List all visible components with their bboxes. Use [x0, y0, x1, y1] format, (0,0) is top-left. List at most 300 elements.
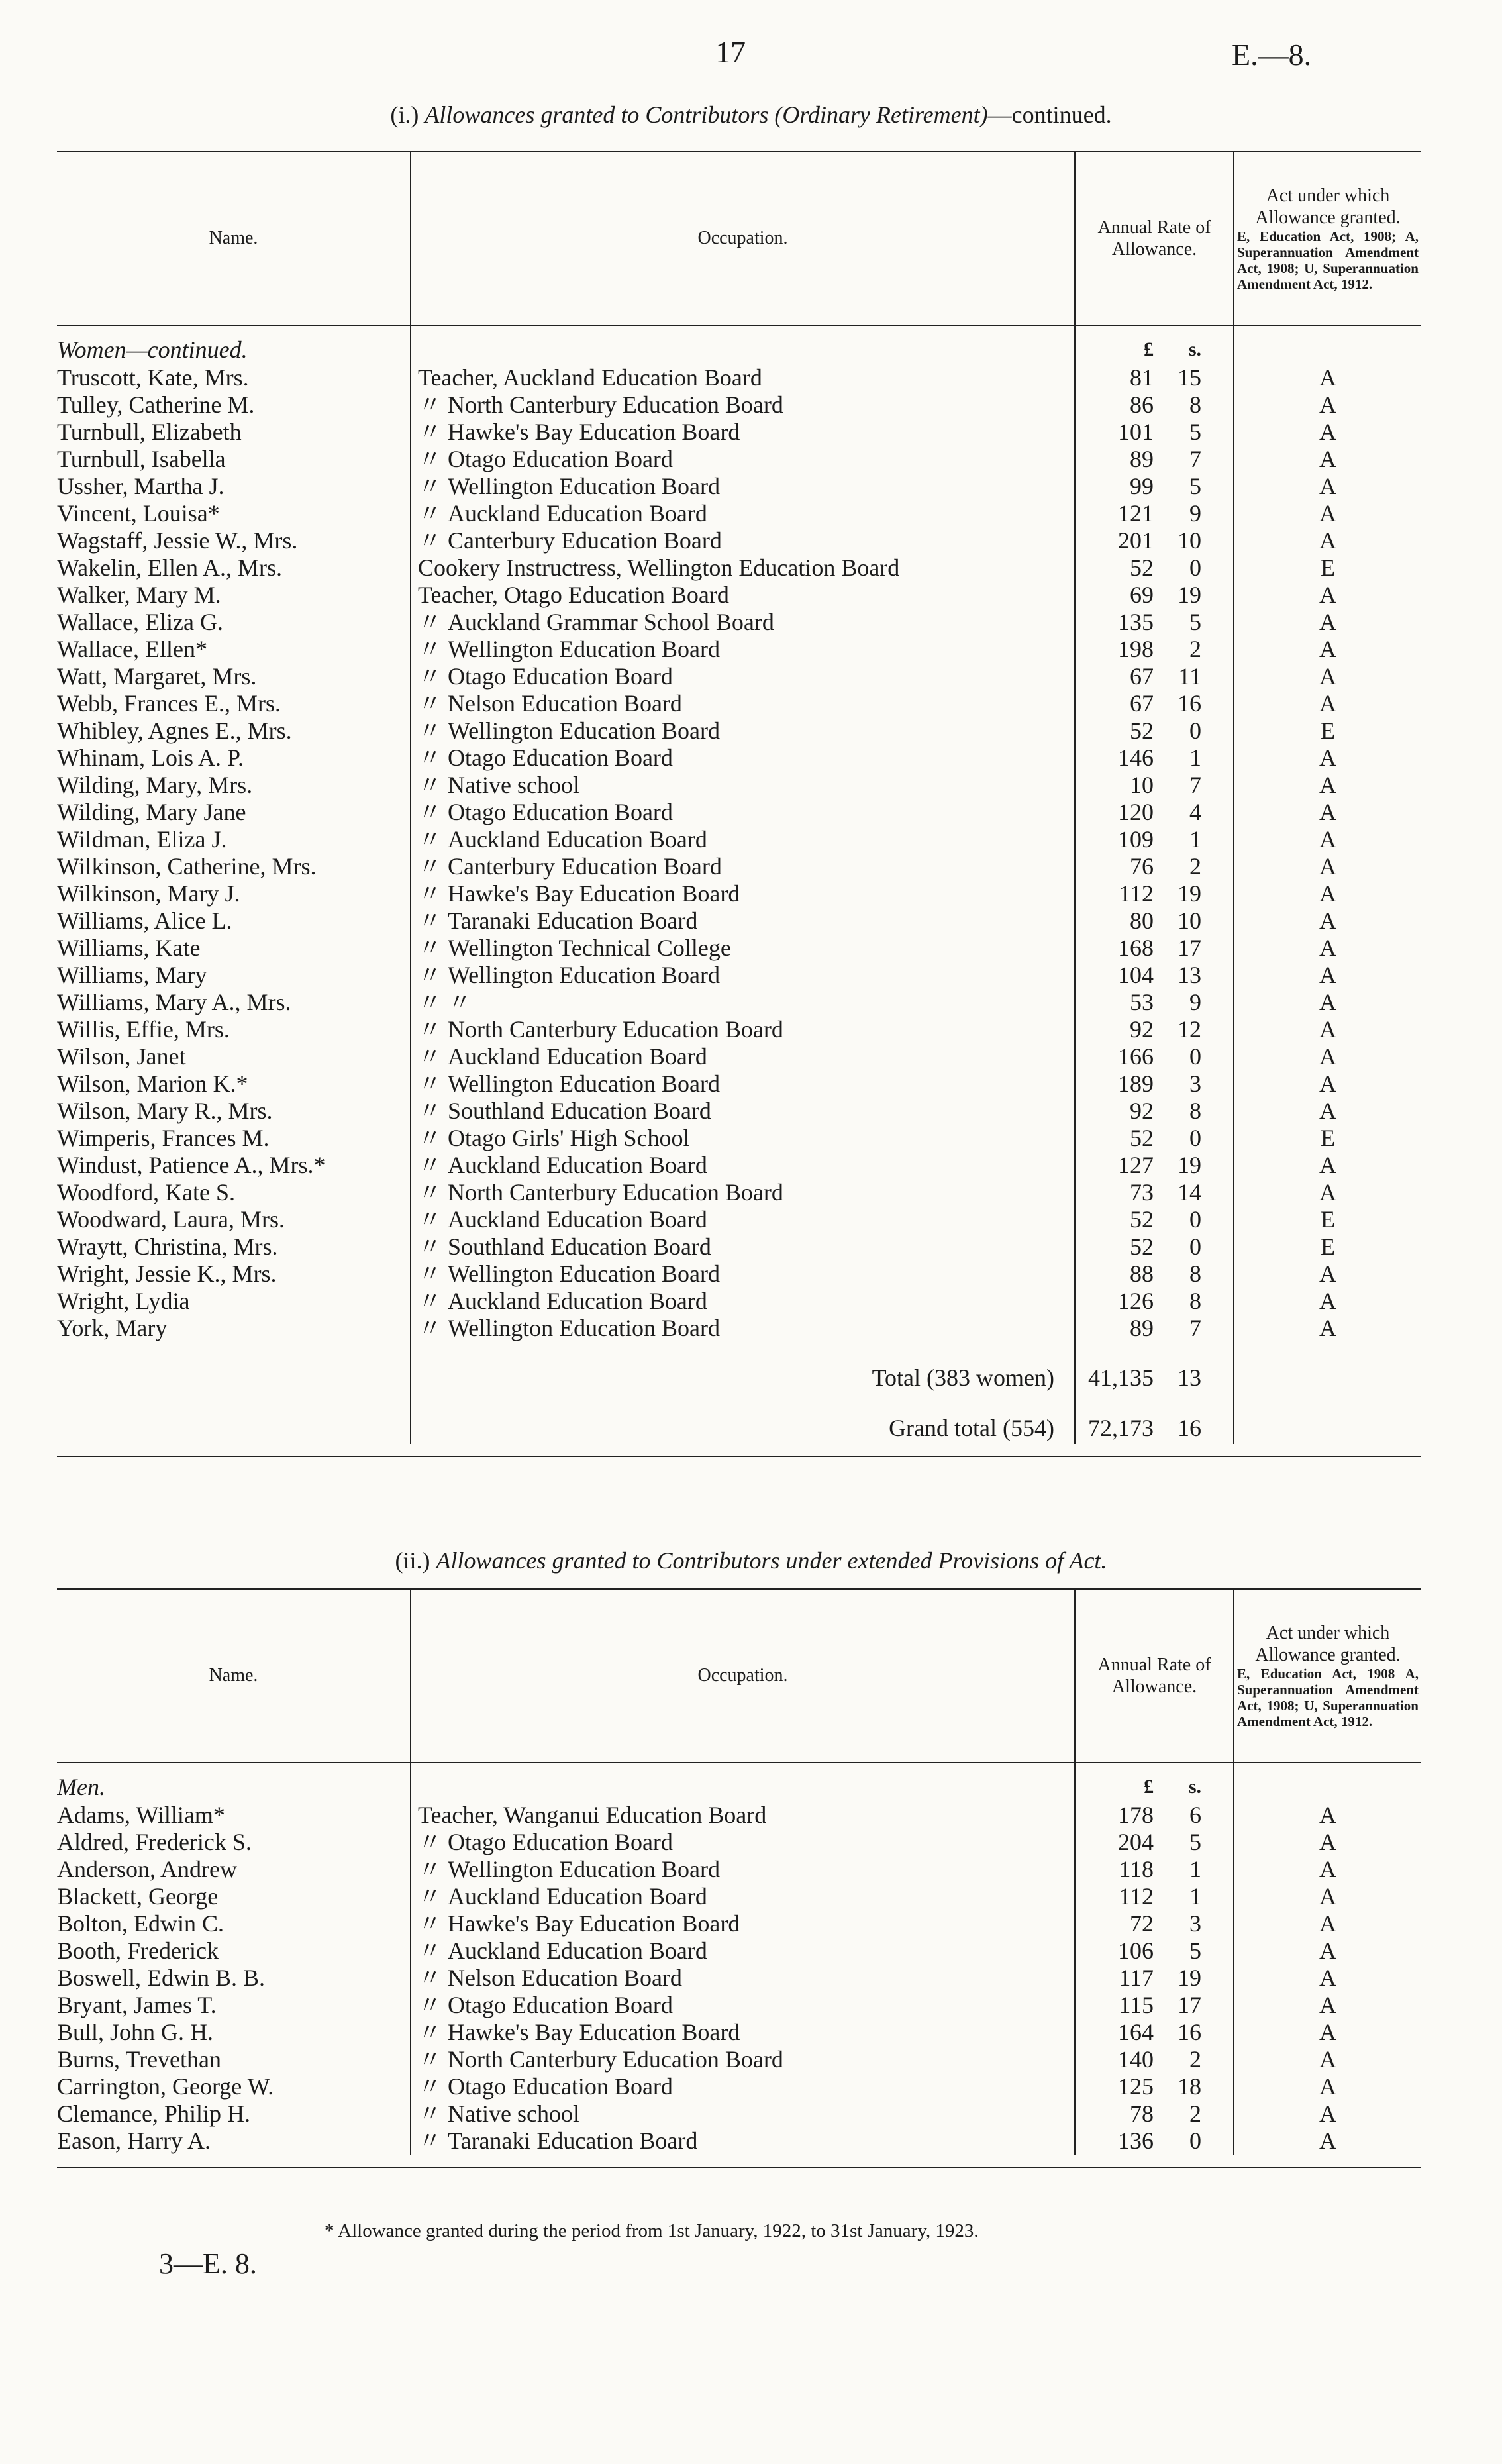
- table-row: [57, 799, 1421, 826]
- rate-cell: [1075, 609, 1234, 636]
- table-row: [57, 1098, 1421, 1125]
- act-code: A: [1319, 1315, 1336, 1341]
- shillings-value: 5: [1189, 473, 1201, 499]
- shillings-value: 0: [1189, 717, 1201, 744]
- pounds-value: 135: [1118, 609, 1154, 635]
- shillings-value: 14: [1177, 1179, 1201, 1206]
- table-row: [57, 663, 1421, 690]
- table-row: [57, 1315, 1421, 1342]
- contributor-name: Adams, William*: [57, 1802, 225, 1828]
- rate-value: [1076, 1125, 1233, 1152]
- shillings-value: 10: [1177, 907, 1201, 934]
- rate-value: [1076, 1937, 1233, 1965]
- occupation-text: 〃 Taranaki Education Board: [418, 2128, 698, 2154]
- rate-cell: [1075, 364, 1234, 391]
- contributor-name: Willis, Effie, Mrs.: [57, 1016, 230, 1043]
- occupation-cell: [411, 364, 1075, 391]
- rate-value: [1076, 1288, 1233, 1315]
- rate-cell: [1075, 2100, 1234, 2128]
- act-code: E: [1321, 1206, 1335, 1233]
- shillings-value: 8: [1189, 1288, 1201, 1314]
- table-row: [57, 582, 1421, 609]
- shillings-value: 1: [1189, 1883, 1201, 1910]
- pounds-value: 89: [1130, 1315, 1154, 1341]
- table-row: [57, 2128, 1421, 2155]
- shillings-value: 0: [1189, 554, 1201, 581]
- occupation-text: 〃 〃: [418, 989, 472, 1015]
- contributor-name: Turnbull, Isabella: [57, 446, 226, 472]
- shillings-value: 1: [1189, 744, 1201, 771]
- act-cell: [1234, 582, 1421, 609]
- occupation-text: 〃 Otago Education Board: [418, 799, 673, 825]
- rate-cell: [1075, 907, 1234, 935]
- occupation-text: 〃 Southland Education Board: [418, 1098, 711, 1124]
- occupation-text: 〃 Taranaki Education Board: [418, 907, 698, 934]
- rate-value: [1076, 717, 1233, 744]
- table-row: [57, 554, 1421, 582]
- act-cell: [1234, 1152, 1421, 1179]
- shillings-value: 17: [1177, 935, 1201, 961]
- act-code: A: [1319, 1856, 1336, 1882]
- name-cell: [57, 1070, 411, 1098]
- act-cell: [1234, 690, 1421, 717]
- contributor-name: Bryant, James T.: [57, 1992, 217, 2018]
- act-header-title: Act under which Allowance granted.: [1255, 1622, 1401, 1665]
- rate-value: [1076, 1802, 1233, 1829]
- table-row: [57, 2100, 1421, 2128]
- occupation-cell: [411, 2100, 1075, 2128]
- table-row: [57, 527, 1421, 554]
- contributor-name: Clemance, Philip H.: [57, 2100, 250, 2127]
- rate-value: [1076, 907, 1233, 935]
- rate-cell: [1075, 1152, 1234, 1179]
- occupation-text: 〃 Wellington Education Board: [418, 962, 721, 988]
- contributor-name: Williams, Mary A., Mrs.: [57, 989, 291, 1015]
- rate-cell: [1075, 1233, 1234, 1260]
- name-cell: [57, 391, 411, 419]
- rate-value: [1076, 609, 1233, 636]
- section1-header-row: [57, 152, 1421, 325]
- act-cell: [1234, 1125, 1421, 1152]
- act-code: A: [1319, 907, 1336, 934]
- contributor-name: Whinam, Lois A. P.: [57, 744, 244, 771]
- occupation-text: Cookery Instructress, Wellington Education Board: [418, 554, 900, 581]
- name-cell: [57, 1856, 411, 1883]
- pounds-unit: £: [1144, 1776, 1154, 1798]
- act-cell: [1234, 2128, 1421, 2155]
- signature-mark: 3—E. 8.: [159, 2247, 257, 2280]
- rate-cell: [1075, 1883, 1234, 1910]
- table-row: [57, 473, 1421, 500]
- name-cell: [57, 419, 411, 446]
- shillings-value: 0: [1189, 1206, 1201, 1233]
- contributor-name: York, Mary: [57, 1315, 168, 1341]
- rate-value: [1076, 826, 1233, 853]
- name-cell: [57, 690, 411, 717]
- table-row: [57, 1802, 1421, 1829]
- rate-cell: [1075, 1179, 1234, 1206]
- rate-cell: [1075, 2128, 1234, 2155]
- contributor-name: Burns, Trevethan: [57, 2046, 222, 2073]
- occupation-cell: [411, 853, 1075, 880]
- contributor-name: Bull, John G. H.: [57, 2019, 214, 2045]
- table-row: [57, 853, 1421, 880]
- shillings-value: 8: [1189, 391, 1201, 418]
- rate-cell: [1075, 989, 1234, 1016]
- occupation-text: 〃 Auckland Education Board: [418, 1043, 707, 1070]
- name-cell: [57, 1802, 411, 1829]
- act-code: A: [1319, 2073, 1336, 2100]
- act-cell: [1234, 419, 1421, 446]
- occupation-cell: [411, 717, 1075, 744]
- occupation-cell: [411, 826, 1075, 853]
- total-label: Total (383 women): [872, 1364, 1054, 1391]
- total-pounds: 72,173: [1088, 1415, 1154, 1441]
- occupation-cell: [411, 1856, 1075, 1883]
- contributor-name: Williams, Kate: [57, 935, 201, 961]
- contributor-name: Watt, Margaret, Mrs.: [57, 663, 257, 690]
- total-value: [1076, 1412, 1233, 1444]
- table-row: [57, 419, 1421, 446]
- total-act-cell: [1234, 1342, 1421, 1394]
- pounds-value: 166: [1118, 1043, 1154, 1070]
- shillings-value: 18: [1177, 2073, 1201, 2100]
- rate-value: [1076, 582, 1233, 609]
- rate-cell: [1075, 1856, 1234, 1883]
- table-row: [57, 1043, 1421, 1070]
- contributor-name: Wilding, Mary, Mrs.: [57, 772, 253, 798]
- occupation-cell: [411, 1829, 1075, 1856]
- contributor-name: Williams, Mary: [57, 962, 207, 988]
- contributor-name: Walker, Mary M.: [57, 582, 221, 608]
- name-cell: [57, 1883, 411, 1910]
- shillings-value: 9: [1189, 989, 1201, 1015]
- table-row: [57, 935, 1421, 962]
- rate-value: [1076, 1910, 1233, 1937]
- shillings-value: 19: [1177, 1965, 1201, 1991]
- rate-value: [1076, 1992, 1233, 2019]
- occupation-text: 〃 Auckland Education Board: [418, 1206, 707, 1233]
- pounds-value: 52: [1130, 1233, 1154, 1260]
- pounds-value: 198: [1118, 636, 1154, 662]
- name-cell: [57, 1910, 411, 1937]
- occupation-cell: [411, 962, 1075, 989]
- contributor-name: Aldred, Frederick S.: [57, 1829, 252, 1855]
- section2-bottom-rule: [57, 2167, 1421, 2168]
- pounds-value: 204: [1118, 1829, 1154, 1855]
- rate-value: [1076, 1315, 1233, 1342]
- name-cell: [57, 799, 411, 826]
- name-cell: [57, 2100, 411, 2128]
- occupation-text: 〃 Auckland Education Board: [418, 826, 707, 852]
- table-row: [57, 636, 1421, 663]
- occupation-cell: [411, 880, 1075, 907]
- name-cell: [57, 907, 411, 935]
- rate-value: [1076, 1098, 1233, 1125]
- pounds-value: 67: [1130, 663, 1154, 690]
- rate-value: [1076, 1856, 1233, 1883]
- name-cell: [57, 609, 411, 636]
- name-cell: [57, 1098, 411, 1125]
- rate-value: [1076, 663, 1233, 690]
- act-header-title: Act under which Allowance granted.: [1255, 185, 1401, 228]
- pounds-value: 52: [1130, 554, 1154, 581]
- rate-cell: [1075, 1288, 1234, 1315]
- table-row: [57, 1070, 1421, 1098]
- pounds-value: 89: [1130, 446, 1154, 472]
- occupation-cell: [411, 1179, 1075, 1206]
- contributor-name: Wilkinson, Catherine, Mrs.: [57, 853, 317, 880]
- act-cell: [1234, 446, 1421, 473]
- name-cell: [57, 500, 411, 527]
- act-code: A: [1319, 1179, 1336, 1206]
- contributor-name: Whibley, Agnes E., Mrs.: [57, 717, 292, 744]
- section1-bottom-rule: [57, 1456, 1421, 1457]
- pounds-value: 201: [1118, 527, 1154, 554]
- table-row: [57, 1260, 1421, 1288]
- act-cell: [1234, 1883, 1421, 1910]
- table-row: [57, 1125, 1421, 1152]
- shillings-value: 12: [1177, 1016, 1201, 1043]
- pounds-value: 164: [1118, 2019, 1154, 2045]
- occupation-cell: [411, 2128, 1075, 2155]
- pounds-value: 121: [1118, 500, 1154, 527]
- act-code: A: [1319, 663, 1336, 690]
- act-header-legend: E, Education Act, 1908; A, Superannuation Amendment Act, 1908; U, Superannuation Amendment Act, 1912.: [1237, 228, 1419, 293]
- rate-cell: [1075, 2046, 1234, 2073]
- name-cell: [57, 853, 411, 880]
- act-cell: [1234, 907, 1421, 935]
- occupation-text: 〃 Otago Education Board: [418, 1992, 673, 2018]
- act-code: A: [1319, 2019, 1336, 2045]
- act-cell: [1234, 1856, 1421, 1883]
- rate-value: [1076, 1152, 1233, 1179]
- act-cell: [1234, 500, 1421, 527]
- pounds-value: 86: [1130, 391, 1154, 418]
- rate-cell: [1075, 853, 1234, 880]
- shillings-value: 7: [1189, 446, 1201, 472]
- table-row: [57, 1910, 1421, 1937]
- rate-cell: [1075, 826, 1234, 853]
- act-code: A: [1319, 1829, 1336, 1855]
- pounds-value: 10: [1130, 772, 1154, 798]
- act-cell: [1234, 364, 1421, 391]
- act-code: A: [1319, 799, 1336, 825]
- occupation-text: 〃 Otago Education Board: [418, 663, 673, 690]
- name-cell: [57, 446, 411, 473]
- rate-value: [1076, 2100, 1233, 2128]
- act-cell: [1234, 1965, 1421, 1992]
- pounds-value: 112: [1119, 880, 1154, 907]
- occupation-text: 〃 Native school: [418, 772, 579, 798]
- table-row: [57, 1883, 1421, 1910]
- name-cell: [57, 663, 411, 690]
- occupation-text: Teacher, Wanganui Education Board: [418, 1802, 767, 1828]
- name-cell: [57, 527, 411, 554]
- rate-value: [1076, 1179, 1233, 1206]
- rate-header: Annual Rate of Allowance.: [1075, 152, 1234, 325]
- section2-table: [57, 1588, 1421, 2155]
- act-code: A: [1319, 1802, 1336, 1828]
- shillings-value: 2: [1189, 2100, 1201, 2127]
- rate-cell: [1075, 880, 1234, 907]
- act-cell: [1234, 636, 1421, 663]
- pounds-value: 118: [1119, 1856, 1154, 1882]
- occupation-cell: [411, 1043, 1075, 1070]
- rate-cell: [1075, 1098, 1234, 1125]
- table-row: [57, 1016, 1421, 1043]
- occupation-text: 〃 Canterbury Education Board: [418, 527, 722, 554]
- occupation-text: 〃 Auckland Education Board: [418, 1883, 707, 1910]
- pounds-value: 189: [1118, 1070, 1154, 1097]
- occupation-text: Teacher, Otago Education Board: [418, 582, 729, 608]
- rate-value: [1076, 446, 1233, 473]
- occupation-cell: [411, 1910, 1075, 1937]
- occupation-cell: [411, 582, 1075, 609]
- section2-group-row: [57, 1763, 1421, 1802]
- occupation-text: 〃 Wellington Education Board: [418, 1315, 721, 1341]
- rate-value: [1076, 880, 1233, 907]
- pounds-value: 80: [1130, 907, 1154, 934]
- name-cell: [57, 1992, 411, 2019]
- act-cell: [1234, 2019, 1421, 2046]
- occupation-text: 〃 Otago Education Board: [418, 2073, 673, 2100]
- name-cell: [57, 772, 411, 799]
- name-cell: [57, 2128, 411, 2155]
- contributor-name: Wilson, Mary R., Mrs.: [57, 1098, 273, 1124]
- shillings-value: 5: [1189, 419, 1201, 445]
- rate-cell: [1075, 1125, 1234, 1152]
- pounds-value: 112: [1119, 1883, 1154, 1910]
- pounds-value: 115: [1119, 1992, 1154, 2018]
- occupation-text: 〃 Canterbury Education Board: [418, 853, 722, 880]
- name-cell: [57, 1125, 411, 1152]
- act-code: A: [1319, 1260, 1336, 1287]
- act-code: A: [1319, 772, 1336, 798]
- rate-value: [1076, 1965, 1233, 1992]
- rate-value: [1076, 744, 1233, 772]
- name-cell: [57, 1016, 411, 1043]
- table-row: [57, 907, 1421, 935]
- rate-cell: [1075, 1206, 1234, 1233]
- occupation-text: 〃 Auckland Education Board: [418, 500, 707, 527]
- act-code: A: [1319, 853, 1336, 880]
- shillings-unit: s.: [1188, 1776, 1201, 1798]
- name-cell: [57, 880, 411, 907]
- name-cell: [57, 2073, 411, 2100]
- act-code: A: [1319, 419, 1336, 445]
- occupation-text: 〃 North Canterbury Education Board: [418, 2046, 783, 2073]
- occupation-cell: [411, 1233, 1075, 1260]
- contributor-name: Wilding, Mary Jane: [57, 799, 246, 825]
- rate-header: Annual Rate of Allowance.: [1075, 1589, 1234, 1763]
- act-cell: [1234, 744, 1421, 772]
- occupation-text: 〃 Auckland Grammar School Board: [418, 609, 774, 635]
- table-row: [57, 826, 1421, 853]
- occupation-cell: [411, 1206, 1075, 1233]
- act-code: A: [1319, 364, 1336, 391]
- document-reference: E.—8.: [1232, 38, 1312, 72]
- shillings-value: 8: [1189, 1260, 1201, 1287]
- table-row: [57, 772, 1421, 799]
- contributor-name: Windust, Patience A., Mrs.*: [57, 1152, 326, 1178]
- name-cell: [57, 2046, 411, 2073]
- occupation-cell: [411, 2046, 1075, 2073]
- total-label-cell: [411, 1394, 1075, 1444]
- act-header: [1234, 1589, 1421, 1763]
- total-act-cell: [1234, 1394, 1421, 1444]
- act-code: A: [1319, 1910, 1336, 1937]
- occupation-text: 〃 Otago Education Board: [418, 744, 673, 771]
- act-cell: [1234, 772, 1421, 799]
- total-pounds: 41,135: [1088, 1364, 1154, 1391]
- rate-value: [1076, 1016, 1233, 1043]
- act-cell: [1234, 609, 1421, 636]
- name-cell: [57, 1829, 411, 1856]
- act-code: A: [1319, 690, 1336, 717]
- pounds-value: 127: [1118, 1152, 1154, 1178]
- name-cell: [57, 989, 411, 1016]
- table-row: [57, 1288, 1421, 1315]
- act-code: A: [1319, 1098, 1336, 1124]
- occupation-text: 〃 Hawke's Bay Education Board: [418, 1910, 740, 1937]
- name-cell: [57, 1937, 411, 1965]
- name-cell: [57, 1965, 411, 1992]
- pounds-value: 168: [1118, 935, 1154, 961]
- shillings-value: 13: [1177, 962, 1201, 988]
- shillings-value: 11: [1178, 663, 1201, 690]
- occupation-text: 〃 Otago Education Board: [418, 446, 673, 472]
- occupation-text: 〃 North Canterbury Education Board: [418, 391, 783, 418]
- occupation-text: 〃 Wellington Education Board: [418, 636, 721, 662]
- rate-value: [1076, 1883, 1233, 1910]
- occupation-text: 〃 Native school: [418, 2100, 579, 2127]
- rate-value: [1076, 2046, 1233, 2073]
- act-code: A: [1319, 527, 1336, 554]
- pounds-value: 81: [1130, 364, 1154, 391]
- total-spacer: [57, 1342, 411, 1394]
- occupation-cell: [411, 500, 1075, 527]
- rate-cell: [1075, 1260, 1234, 1288]
- act-cell: [1234, 717, 1421, 744]
- name-cell: [57, 1315, 411, 1342]
- rate-cell: [1075, 663, 1234, 690]
- rate-value: [1076, 554, 1233, 582]
- rate-cell: [1075, 473, 1234, 500]
- rate-cell: [1075, 554, 1234, 582]
- occupation-text: 〃 Auckland Education Board: [418, 1288, 707, 1314]
- rate-value: [1076, 853, 1233, 880]
- pounds-value: 73: [1130, 1179, 1154, 1206]
- shillings-value: 6: [1189, 1802, 1201, 1828]
- occupation-header: Occupation.: [411, 152, 1075, 325]
- name-cell: [57, 364, 411, 391]
- name-cell: [57, 962, 411, 989]
- name-cell: [57, 1179, 411, 1206]
- occupation-text: 〃 Otago Education Board: [418, 1829, 673, 1855]
- table-row: [57, 2046, 1421, 2073]
- contributor-name: Boswell, Edwin B. B.: [57, 1965, 266, 1991]
- shillings-value: 2: [1189, 2046, 1201, 2073]
- name-cell: [57, 744, 411, 772]
- act-code: A: [1319, 2100, 1336, 2127]
- section1-body: [57, 325, 1421, 1444]
- contributor-name: Wildman, Eliza J.: [57, 826, 227, 852]
- act-cell: [1234, 1043, 1421, 1070]
- contributor-name: Webb, Frances E., Mrs.: [57, 690, 281, 717]
- contributor-name: Wakelin, Ellen A., Mrs.: [57, 554, 283, 581]
- table-row: [57, 1233, 1421, 1260]
